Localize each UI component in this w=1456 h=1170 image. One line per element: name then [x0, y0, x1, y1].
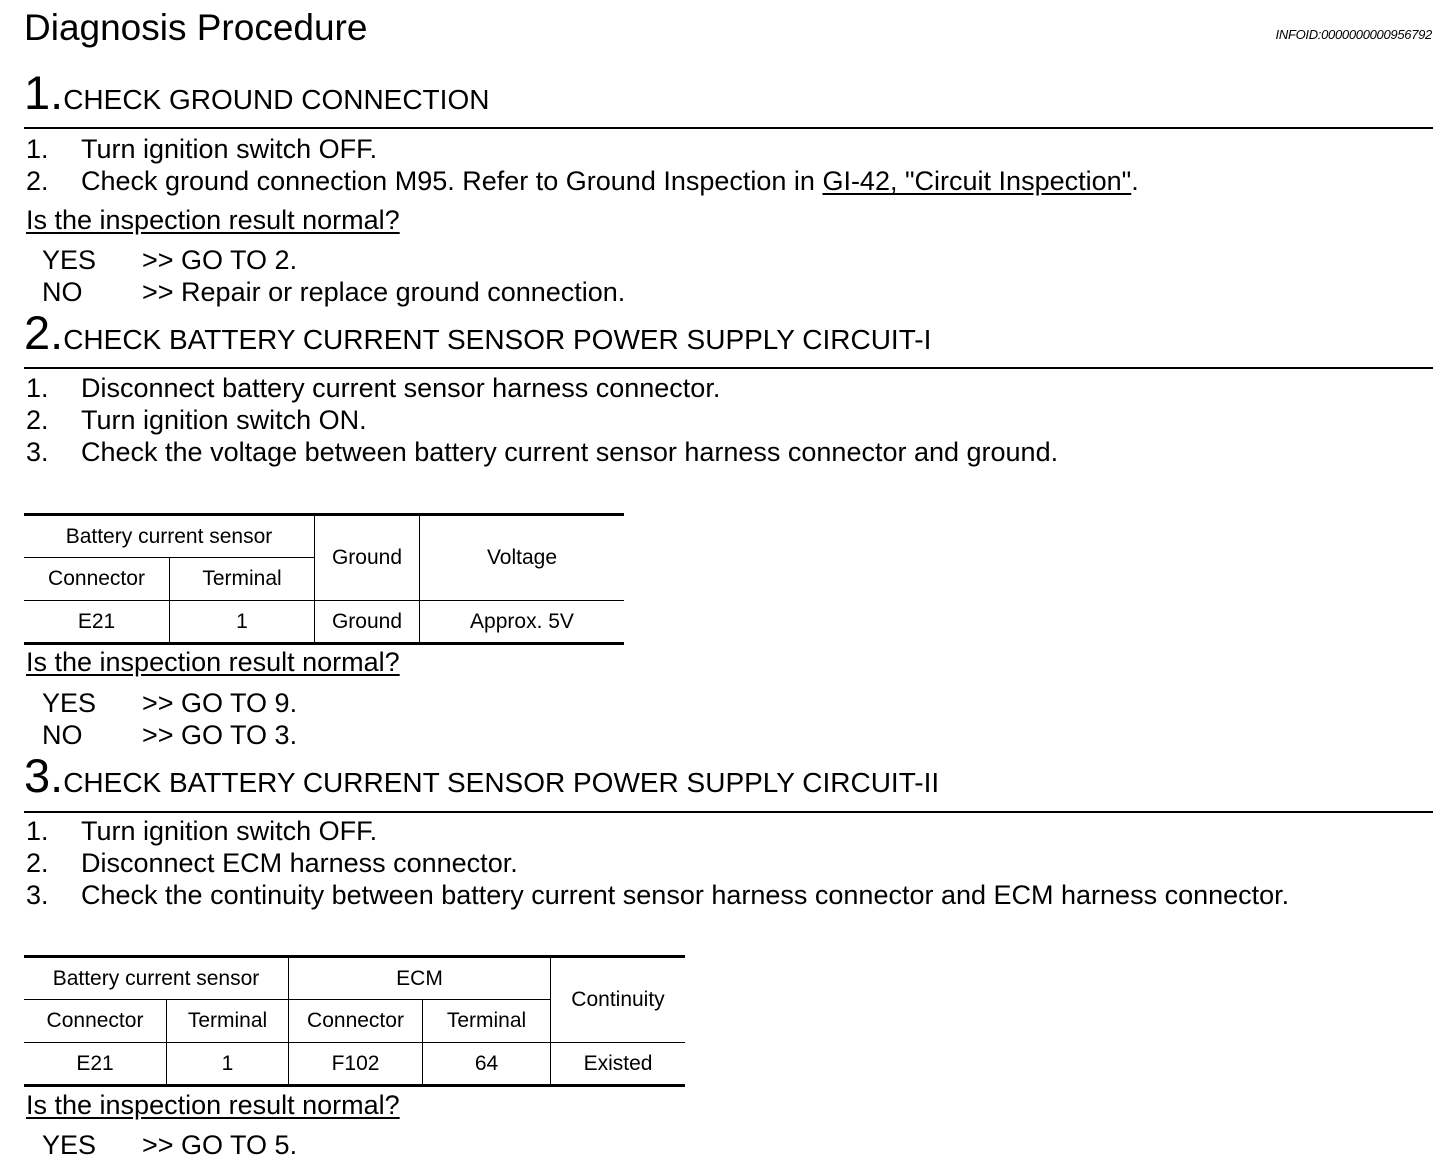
cell-voltage: Approx. 5V [420, 601, 625, 644]
no-text: >> Repair or replace ground connection. [142, 277, 626, 307]
step-2-item-1 [26, 372, 720, 404]
step-1-no [42, 277, 625, 308]
step-3-title: CHECK BATTERY CURRENT SENSOR POWER SUPPLY CIRCUIT-II [63, 767, 940, 798]
table-header-ground: Ground [315, 515, 420, 601]
yes-text: >> GO TO 9. [142, 688, 298, 718]
step-2-item-2 [26, 404, 367, 436]
circuit-inspection-link[interactable]: GI-42, "Circuit Inspection" [822, 166, 1132, 196]
step-2-no [42, 720, 297, 751]
item-text: Disconnect ECM harness connector. [81, 848, 518, 878]
item-text: Check ground connection M95. Refer to Ground Inspection in [81, 166, 823, 196]
step-1-item-2 [26, 165, 1139, 197]
item-number: 3. [26, 880, 49, 910]
item-text-end: . [1131, 166, 1139, 196]
table-header-ecm-connector: Connector [289, 1000, 423, 1043]
item-text: Turn ignition switch OFF. [81, 816, 378, 846]
item-number: 1. [26, 816, 49, 846]
table-header-voltage: Voltage [420, 515, 625, 601]
table-header-continuity: Continuity [551, 957, 686, 1043]
step-2-number: 2. [24, 306, 64, 359]
step-2-question: Is the inspection result normal? [26, 647, 400, 677]
yes-text: >> GO TO 5. [142, 1130, 298, 1160]
item-text: Check the voltage between battery current sensor harness connector and ground. [81, 437, 1059, 467]
step-3-heading [24, 751, 939, 801]
voltage-spec-table [24, 513, 624, 645]
item-number: 2. [26, 405, 49, 435]
item-number: 3. [26, 437, 49, 467]
step-3-divider [24, 811, 1433, 813]
no-text: >> GO TO 3. [142, 720, 298, 750]
item-number: 2. [26, 166, 49, 196]
cell-ground: Ground [315, 601, 420, 644]
step-1-divider [24, 127, 1433, 129]
table-group-header-sensor: Battery current sensor [24, 957, 289, 1000]
step-1-yes [42, 245, 297, 276]
item-number: 1. [26, 373, 49, 403]
table-row [24, 1043, 685, 1086]
step-1-question: Is the inspection result normal? [26, 205, 400, 235]
step-2-title: CHECK BATTERY CURRENT SENSOR POWER SUPPLY CIRCUIT-I [63, 324, 932, 355]
page-title: Diagnosis Procedure [24, 7, 368, 48]
cell-sensor-terminal: 1 [167, 1043, 289, 1086]
step-3-yes [42, 1130, 297, 1161]
cell-terminal: 1 [170, 601, 315, 644]
table-header-ecm-terminal: Terminal [423, 1000, 551, 1043]
yes-key: YES [42, 688, 97, 718]
step-3-number: 3. [24, 749, 64, 802]
step-3-item-2 [26, 847, 518, 879]
item-number: 1. [26, 134, 49, 164]
step-1-number: 1. [24, 66, 64, 119]
cell-connector: E21 [24, 601, 170, 644]
table-header-connector: Connector [24, 1000, 167, 1043]
table-header-connector: Connector [24, 558, 170, 601]
info-id: INFOID:0000000000956792 [1275, 27, 1432, 42]
step-1-item-1 [26, 133, 377, 165]
item-number: 2. [26, 848, 49, 878]
step-2-item-3 [26, 436, 1058, 468]
table-header-terminal: Terminal [167, 1000, 289, 1043]
continuity-spec-table [24, 955, 685, 1087]
step-3-item-3 [26, 879, 1289, 911]
step-1-title: CHECK GROUND CONNECTION [63, 84, 490, 115]
step-1-heading [24, 68, 489, 118]
step-2-divider [24, 367, 1433, 369]
yes-key: YES [42, 1130, 97, 1160]
table-group-header-ecm: ECM [289, 957, 551, 1000]
cell-continuity: Existed [551, 1043, 686, 1086]
item-text: Check the continuity between battery current sensor harness connector and ECM harness connector. [81, 880, 1290, 910]
yes-key: YES [42, 245, 97, 275]
yes-text: >> GO TO 2. [142, 245, 298, 275]
table-row [24, 601, 624, 644]
table-group-header: Battery current sensor [24, 515, 315, 558]
step-2-heading [24, 308, 931, 358]
step-3-question: Is the inspection result normal? [26, 1090, 400, 1120]
no-key: NO [42, 720, 83, 750]
item-text: Turn ignition switch OFF. [81, 134, 378, 164]
item-text: Turn ignition switch ON. [81, 405, 367, 435]
no-key: NO [42, 277, 83, 307]
cell-ecm-connector: F102 [289, 1043, 423, 1086]
cell-sensor-connector: E21 [24, 1043, 167, 1086]
cell-ecm-terminal: 64 [423, 1043, 551, 1086]
step-3-item-1 [26, 815, 377, 847]
step-2-yes [42, 688, 297, 719]
table-header-terminal: Terminal [170, 558, 315, 601]
item-text: Disconnect battery current sensor harness connector. [81, 373, 721, 403]
